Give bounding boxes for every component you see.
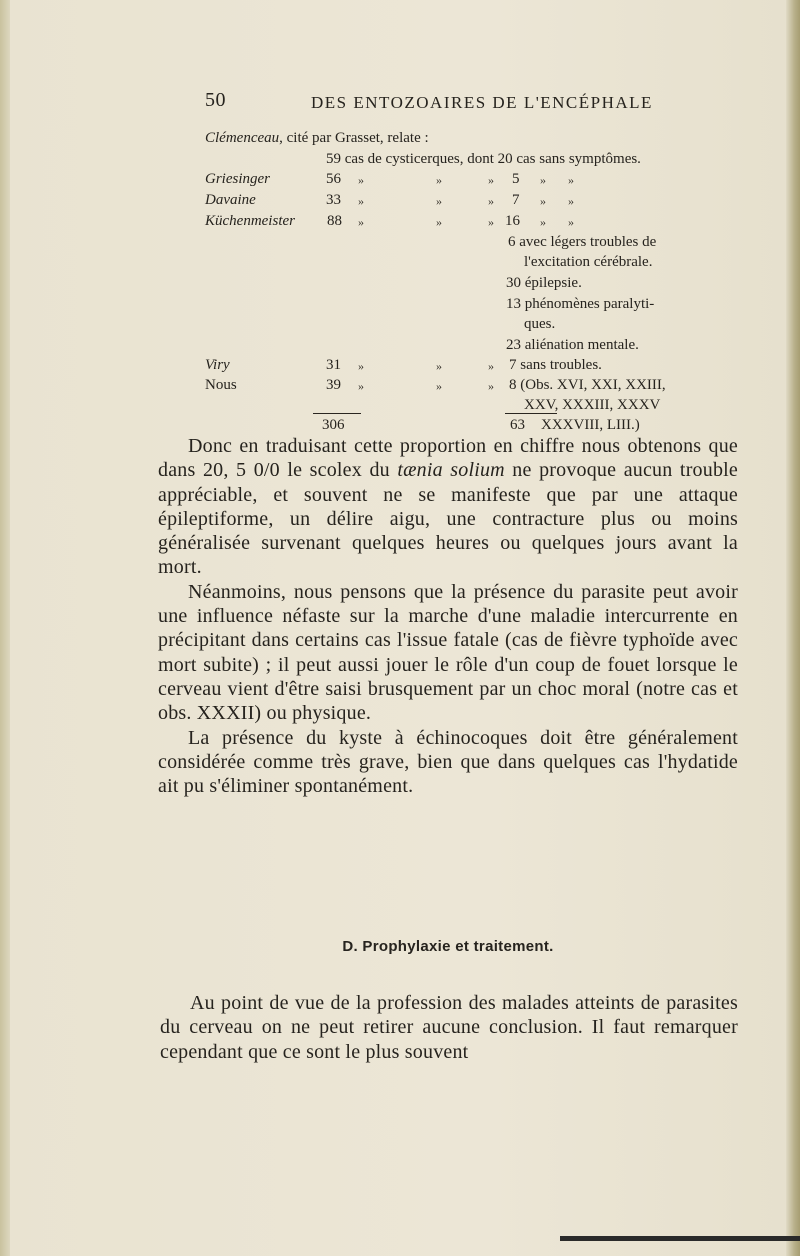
sum-rule xyxy=(505,413,557,414)
ditto-mark: » xyxy=(488,215,494,229)
sum-rule xyxy=(313,413,361,414)
cases-table xyxy=(0,0,800,440)
ditto-mark: » xyxy=(358,173,364,187)
table-note: 30 épilepsie. xyxy=(506,275,582,291)
table-note: l'excitation cérébrale. xyxy=(524,254,653,270)
ditto-mark: » xyxy=(568,215,574,229)
running-title: DES ENTOZOAIRES DE L'ENCÉPHALE xyxy=(311,93,653,112)
table-row-name: Viry xyxy=(205,357,230,373)
table-row-total: 56 xyxy=(326,171,341,187)
table-total-desc: XXXVIII, LIII.) xyxy=(541,417,640,433)
table-total-count: 63 xyxy=(510,417,525,433)
table-row-desc: 7 sans troubles. xyxy=(509,357,602,373)
ditto-mark: » xyxy=(436,379,442,393)
table-row-total: 31 xyxy=(326,357,341,373)
intro-author: Clémenceau xyxy=(205,130,280,146)
table-row-first: 59 cas de cysticerques, dont 20 cas sans symptômes. xyxy=(326,151,641,167)
table-row-desc: 8 (Obs. XVI, XXI, XXIII, xyxy=(509,377,666,393)
ditto-mark: » xyxy=(358,194,364,208)
ditto-mark: » xyxy=(358,379,364,393)
table-row-name: Küchenmeister xyxy=(205,213,295,229)
ditto-mark: » xyxy=(540,173,546,187)
table-row-total: 88 xyxy=(327,213,342,229)
table-note: 6 avec légers troubles de xyxy=(508,234,657,250)
paragraph: Donc en traduisant cette proportion en chiffre nous obtenons que dans 20, 5 0/0 le scolex du tænia solium ne provoque aucun trouble appréciable, et souvent ne se manifeste que par une attaque épileptiforme, un délire aigu, une contracture plus ou moins généralisée survenant quelques heures ou quelques jours avant la mort. xyxy=(158,435,738,579)
ditto-mark: » xyxy=(568,194,574,208)
table-row-name: Nous xyxy=(205,377,237,393)
ditto-mark: » xyxy=(488,359,494,373)
table-total-sum: 306 xyxy=(322,417,345,433)
page-number: 50 xyxy=(205,89,226,111)
table-row-total: 33 xyxy=(326,192,341,208)
ditto-mark: » xyxy=(436,359,442,373)
table-row-name: Davaine xyxy=(205,192,256,208)
paragraph: Au point de vue de la profession des malades atteints de parasites du cerveau on ne peut retirer aucune conclusion. Il faut remarquer cependant que ce sont le plus souvent xyxy=(160,992,738,1063)
table-note: 23 aliénation mentale. xyxy=(506,337,639,353)
ditto-mark: » xyxy=(436,173,442,187)
table-row-desc: XXV, XXXIII, XXXV xyxy=(524,397,661,413)
ditto-mark: » xyxy=(540,194,546,208)
table-note: 13 phénomènes paralyti- xyxy=(506,296,655,312)
ditto-mark: » xyxy=(488,194,494,208)
ditto-mark: » xyxy=(488,379,494,393)
table-row-count: 7 xyxy=(512,192,520,208)
table-row-total: 39 xyxy=(326,377,341,393)
ditto-mark: » xyxy=(488,173,494,187)
section-body xyxy=(160,991,738,1064)
intro-line xyxy=(205,129,429,147)
ditto-mark: » xyxy=(358,215,364,229)
paragraph: Néanmoins, nous pensons que la présence du parasite peut avoir une influence néfaste sur la marche d'une maladie intercurrente en précipitant dans certains cas l'issue fatale (cas de fièvre typhoïde avec mort subite) ; il peut aussi jouer le rôle d'un coup de fouet lorsque le cerveau vient d'être saisi brusquement par un choc moral (notre cas et obs. XXXII) ou physique. xyxy=(158,580,738,725)
bottom-edge-rule xyxy=(560,1236,800,1241)
table-row-count: 5 xyxy=(512,171,520,187)
section-title: D. Prophylaxie et traitement. xyxy=(342,938,554,955)
ditto-mark: » xyxy=(568,173,574,187)
italic-term: tænia solium xyxy=(397,459,505,482)
body-text xyxy=(158,434,738,798)
ditto-mark: » xyxy=(358,359,364,373)
table-row-name: Griesinger xyxy=(205,171,270,187)
table-note: ques. xyxy=(524,316,556,332)
ditto-mark: » xyxy=(540,215,546,229)
ditto-mark: » xyxy=(436,194,442,208)
ditto-mark: » xyxy=(436,215,442,229)
paragraph: La présence du kyste à échinocoques doit être généralement considérée comme très grave, bien que dans quelques cas l'hydatide ait pu s'éliminer spontanément. xyxy=(158,726,738,798)
intro-text: , cité par Grasset, relate : xyxy=(279,130,429,146)
table-row-count: 16 xyxy=(505,213,520,229)
